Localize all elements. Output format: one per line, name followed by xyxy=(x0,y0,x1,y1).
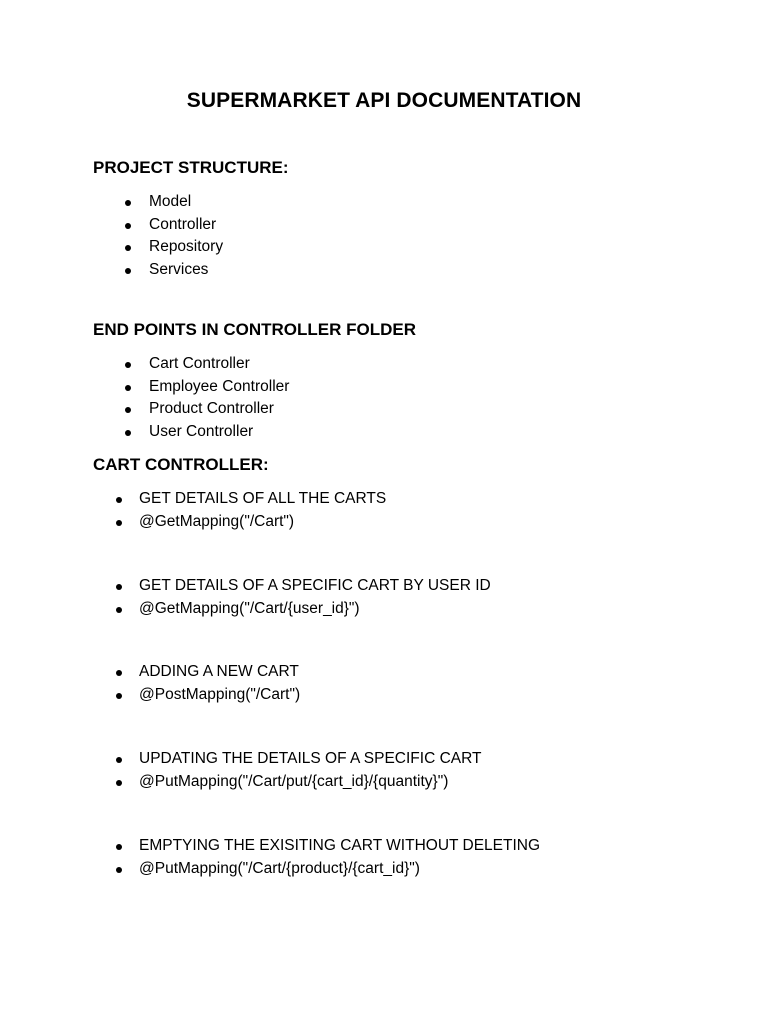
bullet-icon xyxy=(125,362,131,368)
bullet-icon xyxy=(116,584,122,590)
endpoint-mapping xyxy=(139,598,491,621)
end-points-list xyxy=(149,353,289,443)
list-item-label: Model xyxy=(149,193,192,210)
endpoint-group xyxy=(139,661,300,706)
list-item xyxy=(149,191,223,214)
endpoint-description-text: UPDATING THE DETAILS OF A SPECIFIC CART xyxy=(139,750,482,767)
endpoint-description xyxy=(139,661,300,684)
endpoint-description xyxy=(139,488,386,511)
list-item xyxy=(149,353,289,376)
list-item xyxy=(149,259,223,282)
bullet-icon xyxy=(125,200,131,206)
bullet-icon xyxy=(125,385,131,391)
endpoint-group xyxy=(139,835,540,880)
list-item-label: Services xyxy=(149,260,209,278)
endpoint-group xyxy=(139,575,491,620)
endpoint-description-text: GET DETAILS OF A SPECIFIC CART BY USER ID xyxy=(139,577,491,594)
endpoint-group xyxy=(139,488,386,533)
list-item-label: Product Controller xyxy=(149,400,274,417)
list-item xyxy=(149,236,223,259)
endpoint-description-text: EMPTYING THE EXISITING CART WITHOUT DELETING xyxy=(139,837,541,854)
bullet-icon xyxy=(125,430,131,436)
bullet-icon xyxy=(125,245,131,251)
bullet-icon xyxy=(125,407,131,413)
bullet-icon xyxy=(116,693,122,699)
bullet-icon xyxy=(116,497,122,503)
bullet-icon xyxy=(125,268,131,274)
bullet-icon xyxy=(116,520,122,526)
endpoint-mapping-text: @GetMapping("/Cart") xyxy=(139,512,295,530)
bullet-icon xyxy=(125,223,131,229)
endpoint-mapping xyxy=(139,858,540,881)
list-item-label: Employee Controller xyxy=(149,377,290,395)
list-item-label: User Controller xyxy=(149,422,254,440)
list-item-label: Repository xyxy=(149,238,224,255)
endpoint-description-text: GET DETAILS OF ALL THE CARTS xyxy=(139,490,387,507)
endpoint-mapping-text: @GetMapping("/Cart/{user_id}") xyxy=(139,599,360,617)
endpoint-mapping-text: @PutMapping("/Cart/put/{cart_id}/{quantity}") xyxy=(139,772,449,790)
endpoint-mapping xyxy=(139,684,300,707)
cart-controller-heading: CART CONTROLLER: xyxy=(93,455,269,474)
project-structure-list xyxy=(149,191,223,281)
end-points-heading: END POINTS IN CONTROLLER FOLDER xyxy=(93,320,416,339)
endpoint-mapping-text: @PutMapping("/Cart/{product}/{cart_id}") xyxy=(139,859,420,877)
bullet-icon xyxy=(116,757,122,763)
list-item xyxy=(149,398,289,421)
bullet-icon xyxy=(116,670,122,676)
list-item-label: Cart Controller xyxy=(149,355,250,372)
list-item-label: Controller xyxy=(149,215,217,233)
list-item xyxy=(149,376,289,399)
bullet-icon xyxy=(116,780,122,786)
endpoint-mapping xyxy=(139,511,386,534)
project-structure-heading: PROJECT STRUCTURE: xyxy=(93,158,289,177)
endpoint-description xyxy=(139,575,491,598)
list-item xyxy=(149,421,289,444)
endpoint-mapping xyxy=(139,771,482,794)
endpoint-group xyxy=(139,748,482,793)
bullet-icon xyxy=(116,844,122,850)
endpoint-mapping-text: @PostMapping("/Cart") xyxy=(139,685,301,703)
endpoint-description-text: ADDING A NEW CART xyxy=(139,663,299,680)
bullet-icon xyxy=(116,607,122,613)
endpoint-description xyxy=(139,748,482,771)
endpoint-description xyxy=(139,835,540,858)
bullet-icon xyxy=(116,867,122,873)
document-title: SUPERMARKET API DOCUMENTATION xyxy=(186,89,582,112)
list-item xyxy=(149,214,223,237)
